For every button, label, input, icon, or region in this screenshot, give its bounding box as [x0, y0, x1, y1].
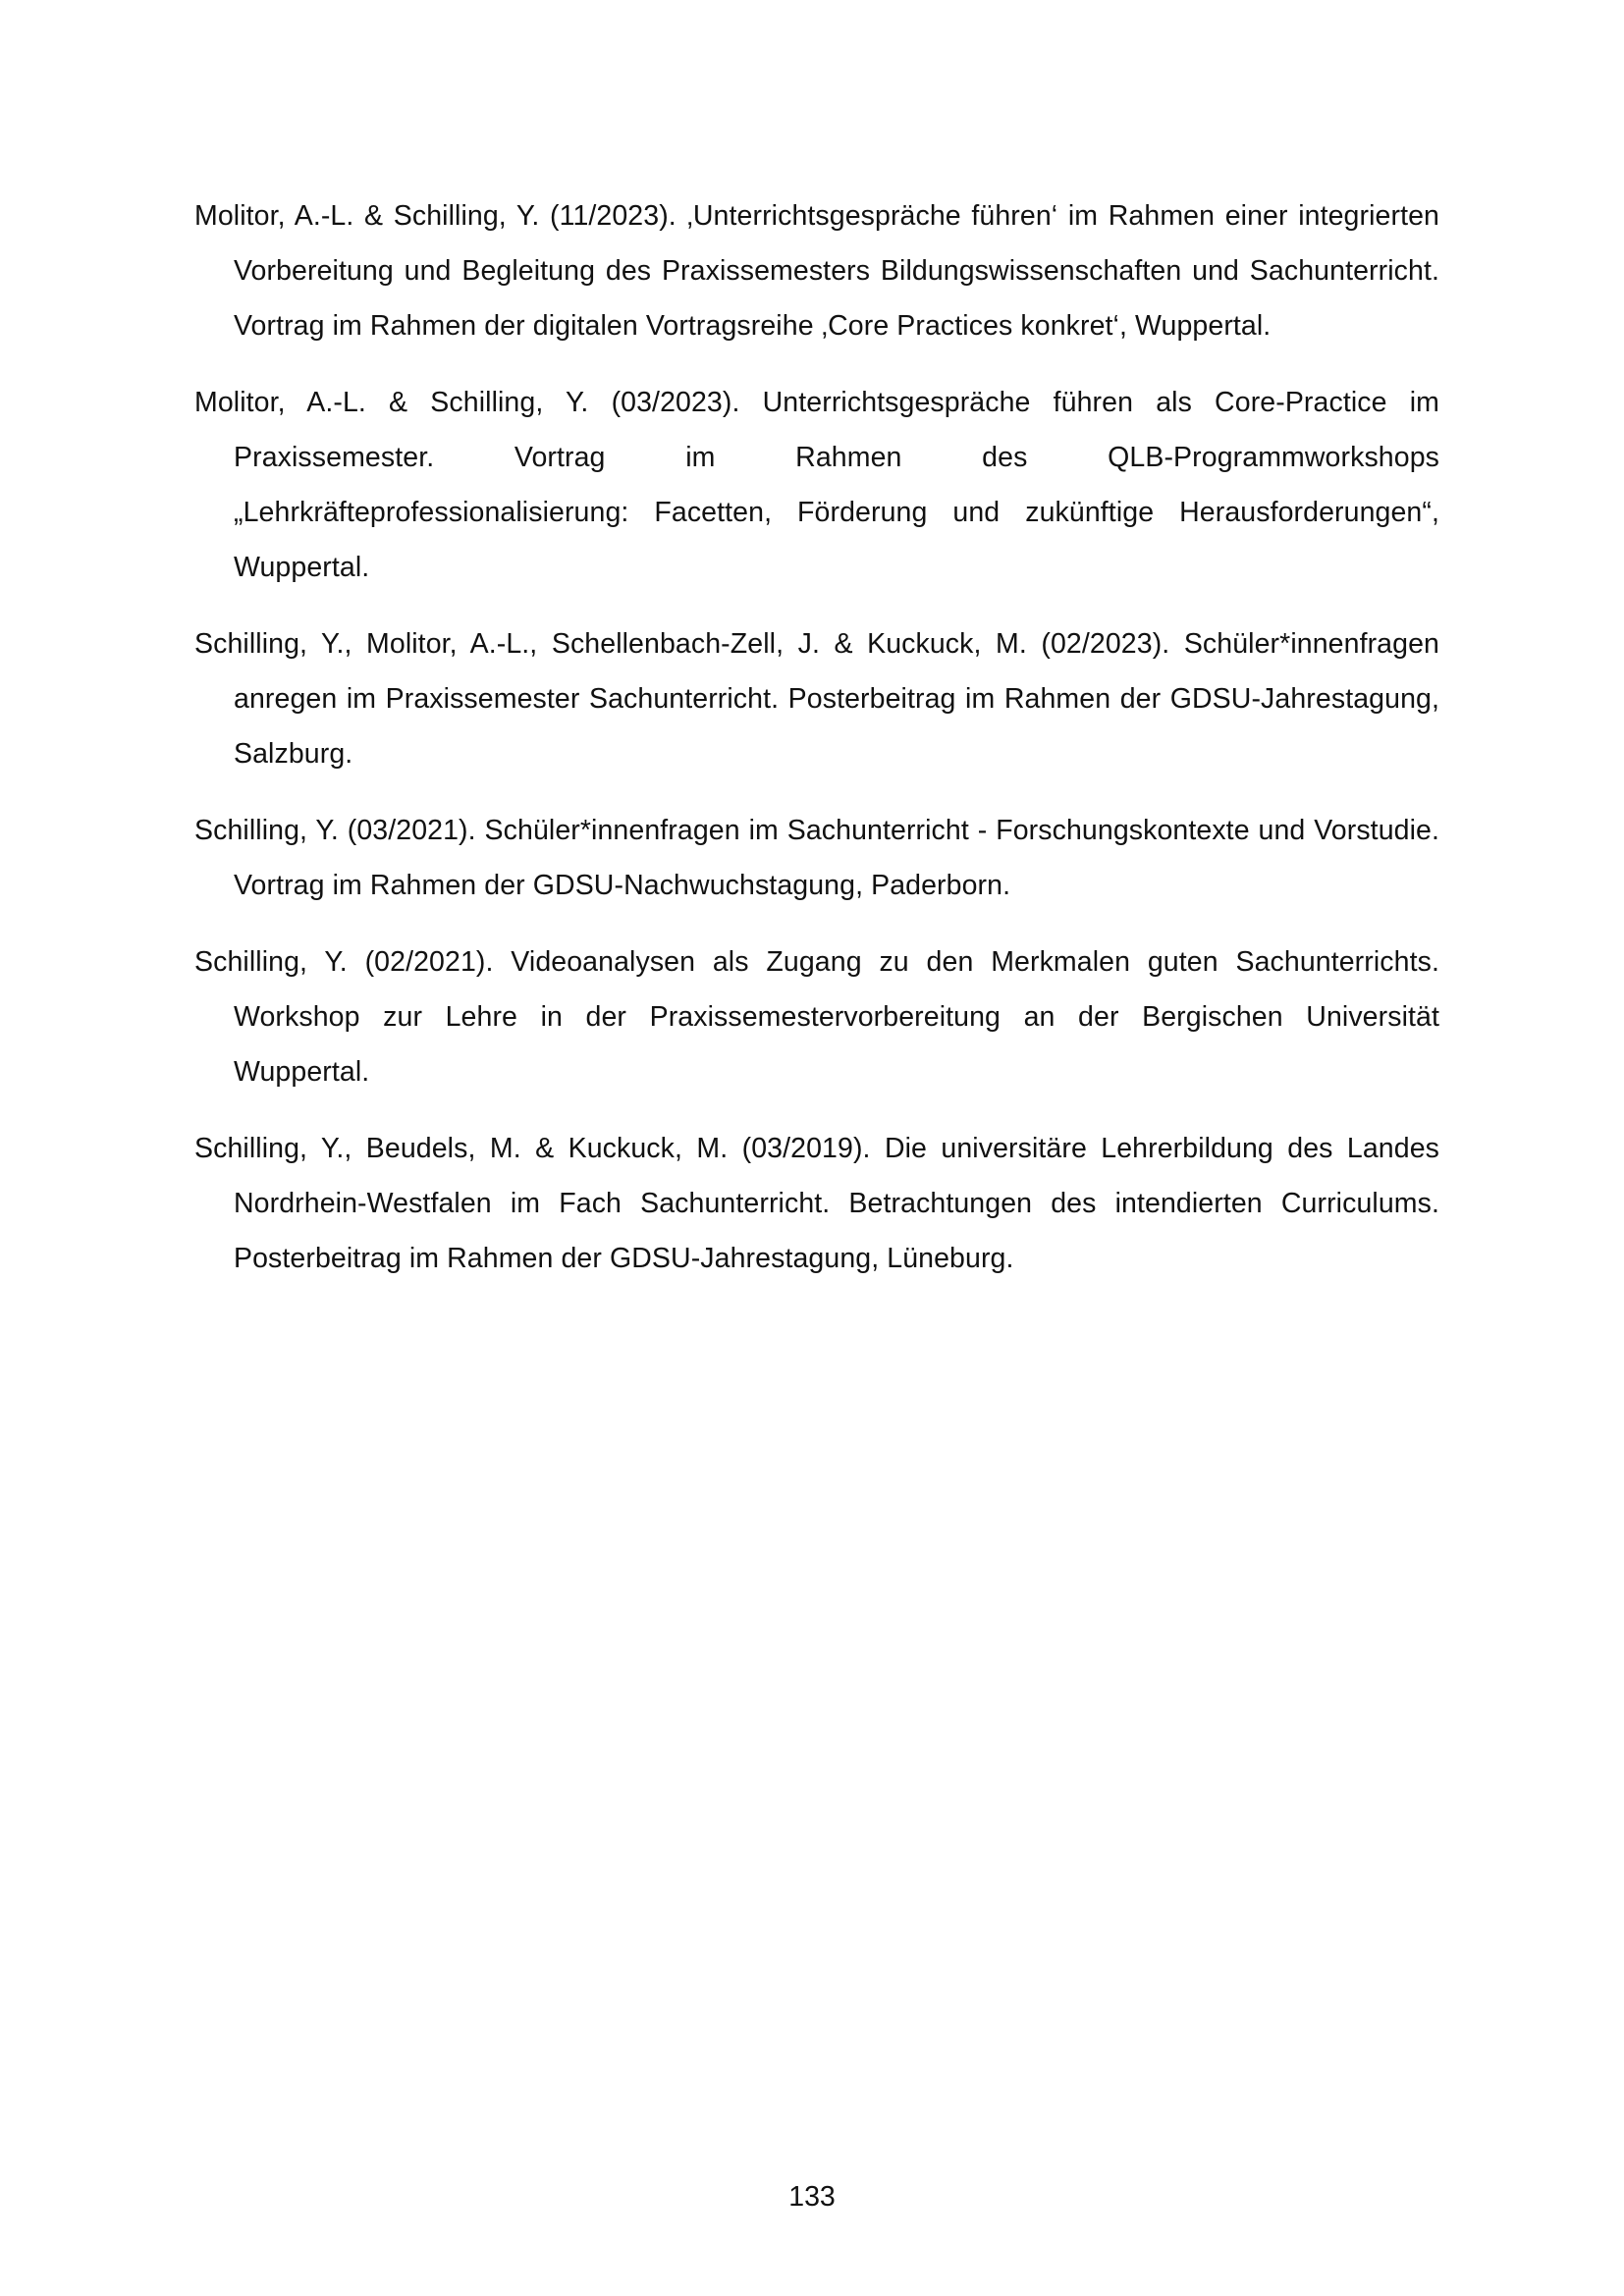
reference-list — [194, 188, 1439, 1308]
reference-entry: Schilling, Y., Molitor, A.-L., Schellenbach-Zell, J. & Kuckuck, M. (02/2023). Schüler*innenfragen anregen im Praxissemester Sachunterricht. Posterbeitrag im Rahmen der GDSU-Jahrestagung, Salzburg. — [194, 628, 1439, 770]
page-number: 133 — [788, 2181, 836, 2213]
reference-entry: Molitor, A.-L. & Schilling, Y. (11/2023). ‚Unterrichtsgespräche führen‘ im Rahmen einer integrierten Vorbereitung und Begleitung des Praxissemesters Bildungswissenschaften und Sachunterricht. Vortrag im Rahmen der digitalen Vortragsreihe ‚Core Practices konkret‘, Wuppertal. — [194, 200, 1439, 342]
reference-entry: Schilling, Y., Beudels, M. & Kuckuck, M. (03/2019). Die universitäre Lehrerbildung des Landes Nordrhein-Westfalen im Fach Sachunterricht. Betrachtungen des intendierten Curriculums. Posterbeitrag im Rahmen der GDSU-Jahrestagung, Lüneburg. — [194, 1133, 1439, 1274]
reference-entry: Schilling, Y. (03/2021). Schüler*innenfragen im Sachunterricht - Forschungskontexte und Vorstudie. Vortrag im Rahmen der GDSU-Nachwuchstagung, Paderborn. — [194, 815, 1439, 901]
reference-entry: Schilling, Y. (02/2021). Videoanalysen als Zugang zu den Merkmalen guten Sachunterrichts. Workshop zur Lehre in der Praxissemestervorbereitung an der Bergischen Universität Wuppertal. — [194, 946, 1439, 1088]
reference-entry: Molitor, A.-L. & Schilling, Y. (03/2023). Unterrichtsgespräche führen als Core-Practice im Praxissemester. Vortrag im Rahmen des QLB-Programmworkshops „Lehrkräfteprofessionalisierung: Facetten, Förderung und zukünftige Herausforderungen“, Wuppertal. — [194, 387, 1439, 583]
